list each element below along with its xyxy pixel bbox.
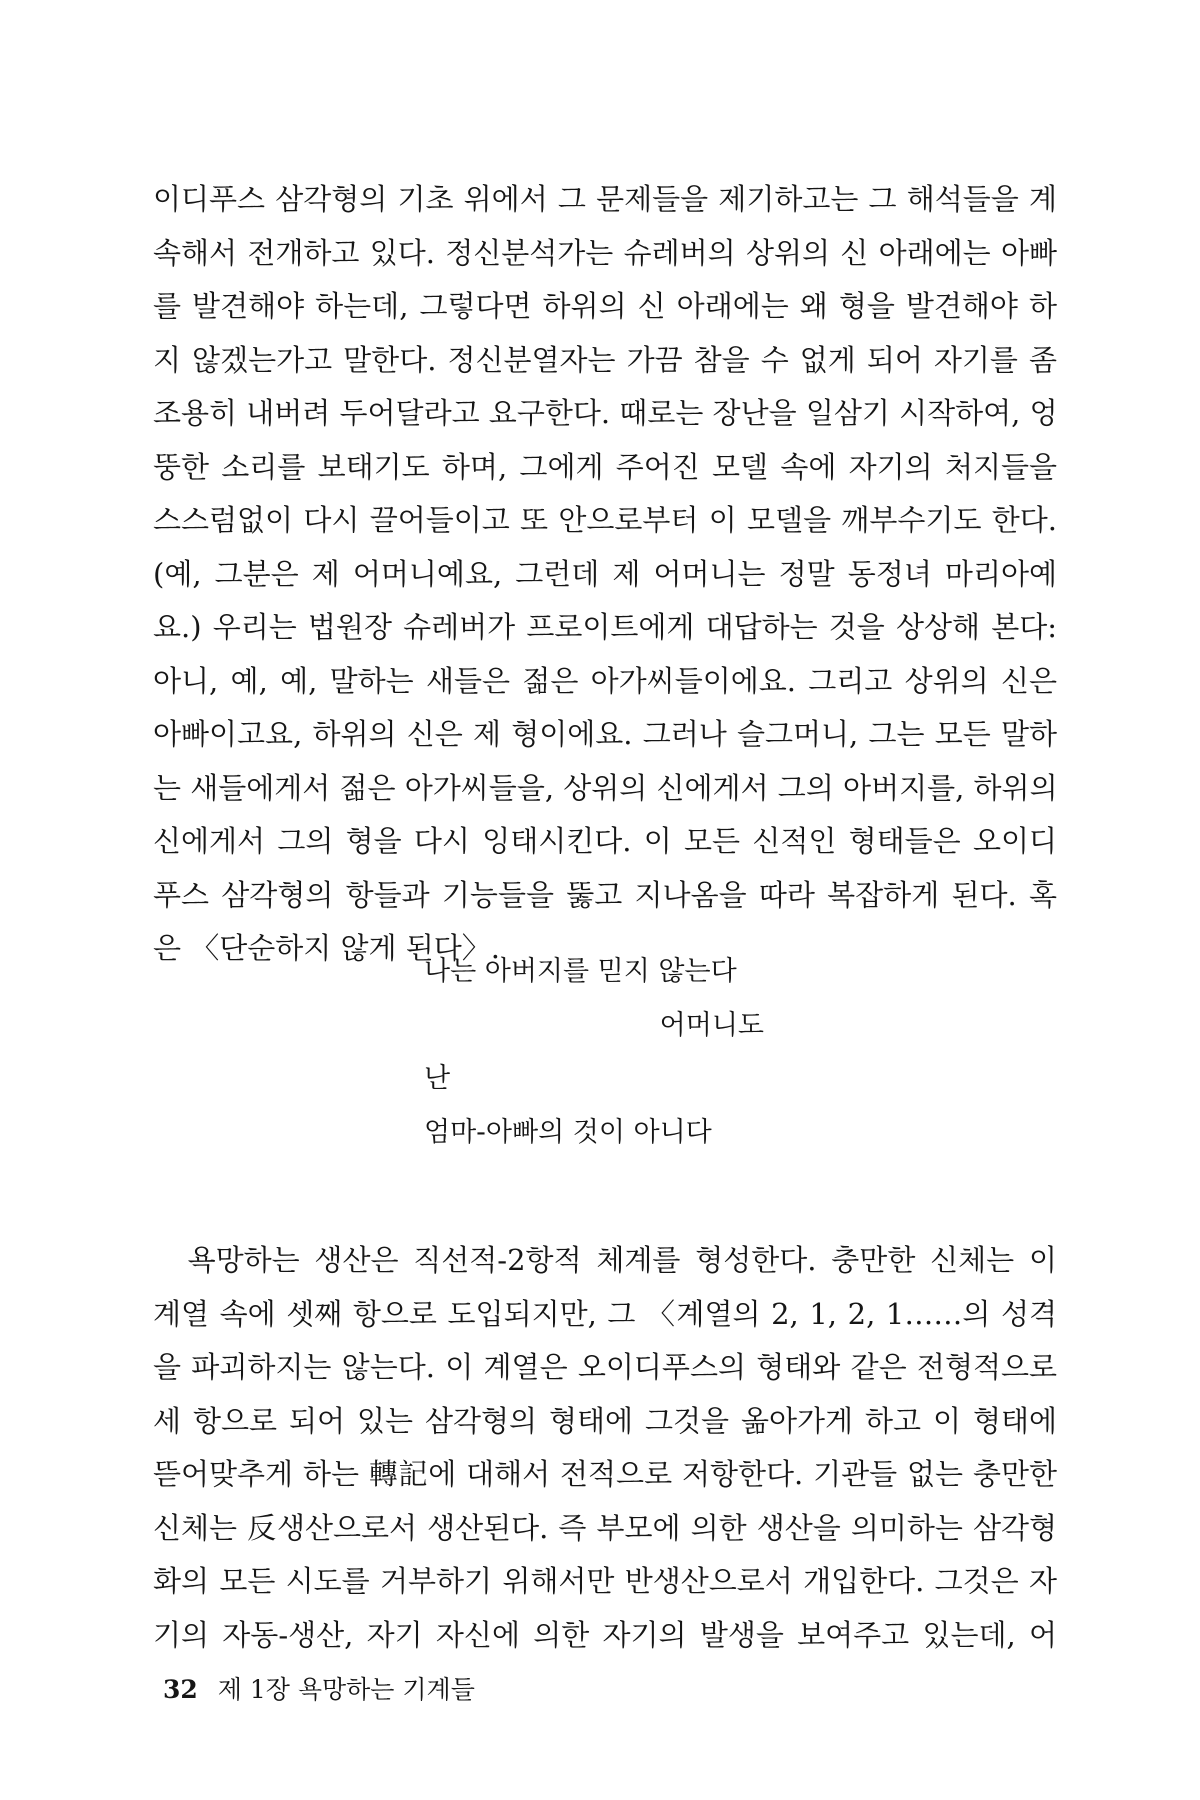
- poem-line: 어머니도: [659, 1009, 764, 1041]
- text-line: 을 파괴하지는 않는다. 이 계열은 오이디푸스의 형태와 같은 전형적으로: [153, 1350, 1057, 1384]
- chapter-title: 제 1장 욕망하는 기계들: [217, 1675, 475, 1704]
- text-line: 조용히 내버려 두어달라고 요구한다. 때로는 장난을 일삼기 시작하여, 엉: [153, 396, 1058, 430]
- text-line: 은 〈단순하지 않게 된다〉.: [153, 931, 500, 965]
- poem-line: 난: [424, 1063, 451, 1094]
- text-line: 지 않겠는가고 말한다. 정신분열자는 가끔 참을 수 없게 되어 자기를 좀: [153, 342, 1057, 377]
- page-footer: [163, 1670, 475, 1706]
- text-line: 기의 자동-생산, 자기 자신에 의한 자기의 발생을 보여주고 있는데, 어: [153, 1617, 1057, 1652]
- text-line: 신체는 反생산으로서 생산된다. 즉 부모에 의한 생산을 의미하는 삼각형: [153, 1510, 1057, 1545]
- paragraph-2: [153, 1234, 1057, 1662]
- text-line: 를 발견해야 하는데, 그렇다면 하위의 신 아래에는 왜 형을 발견해야 하: [153, 289, 1057, 323]
- text-line: 는 새들에게서 젊은 아가씨들을, 상위의 신에게서 그의 아버지를, 하위의: [153, 770, 1058, 805]
- text-line: 아니, 예, 예, 말하는 새들은 젊은 아가씨들이에요. 그리고 상위의 신은: [153, 663, 1057, 698]
- text-line: 뚱한 소리를 보태기도 하며, 그에게 주어진 모델 속에 자기의 처지들을: [153, 449, 1057, 484]
- text-line: 욕망하는 생산은 직선적-2항적 체계를 형성한다. 충만한 신체는 이: [153, 1243, 1057, 1277]
- poem-line: 엄마-아빠의 것이 아니다: [424, 1116, 712, 1148]
- text-line: 계열 속에 셋째 항으로 도입되지만, 그 〈계열의 2, 1, 2, 1……의 성격: [153, 1296, 1057, 1331]
- page-number: 32: [163, 1675, 198, 1704]
- text-line: 푸스 삼각형의 항들과 기능들을 뚫고 지나옴을 따라 복잡하게 된다. 혹: [153, 877, 1057, 912]
- text-line: 이디푸스 삼각형의 기초 위에서 그 문제들을 제기하고는 그 해석들을 계: [153, 182, 1057, 216]
- text-line: 화의 모든 시도를 거부하기 위해서만 반생산으로서 개입한다. 그것은 자: [153, 1564, 1057, 1598]
- text-line: 요.) 우리는 법원장 슈레버가 프로이트에게 대답하는 것을 상상해 본다:: [153, 610, 1057, 644]
- text-line: 속해서 전개하고 있다. 정신분석가는 슈레버의 상위의 신 아래에는 아빠: [153, 235, 1057, 270]
- text-line: 스스럼없이 다시 끌어들이고 또 안으로부터 이 모델을 깨부수기도 한다.: [153, 503, 1057, 537]
- text-line: 아빠이고요, 하위의 신은 제 형이에요. 그러나 슬그머니, 그는 모든 말하: [153, 717, 1057, 751]
- text-line: (예, 그분은 제 어머니예요, 그런데 제 어머니는 정말 동정녀 마리아예: [153, 556, 1057, 591]
- poem-line: 나는 아버지를 믿지 않는다: [424, 956, 737, 987]
- poem-block: [424, 945, 764, 1159]
- text-line: 뜯어맞추게 하는 轉記에 대해서 전적으로 저항한다. 기관들 없는 충만한: [153, 1457, 1057, 1491]
- text-line: 세 항으로 되어 있는 삼각형의 형태에 그것을 옮아가게 하고 이 형태에: [153, 1403, 1057, 1438]
- text-line: 신에게서 그의 형을 다시 잉태시킨다. 이 모든 신적인 형태들은 오이디: [153, 824, 1057, 858]
- paragraph-1: [153, 173, 1057, 976]
